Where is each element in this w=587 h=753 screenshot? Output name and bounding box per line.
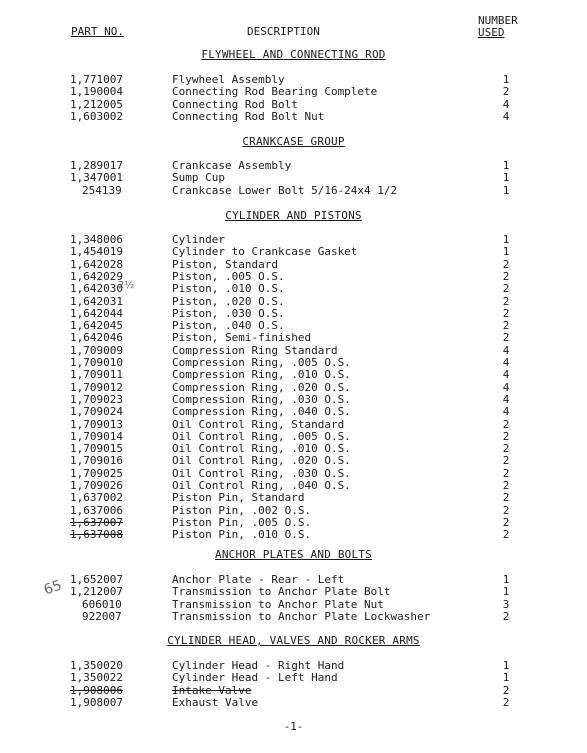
quantity-used: 2 [502, 454, 510, 468]
part-number: 1,709025 [70, 466, 123, 480]
part-row [0, 111, 587, 123]
quantity-used: 1 [502, 233, 510, 246]
part-number: 1,709026 [70, 479, 123, 492]
part-description: Piston, Standard [172, 257, 278, 271]
quantity-used: 1 [502, 183, 510, 197]
part-number: 1,908007 [70, 695, 123, 709]
quantity-used: 4 [502, 392, 510, 406]
part-description: Piston Pin, .005 O.S. [172, 515, 312, 529]
quantity-used: 2 [502, 479, 510, 492]
part-row [0, 611, 587, 623]
column-header-number-line2: USED [478, 26, 505, 39]
part-description: Connecting Rod Bolt [172, 97, 298, 111]
part-number: 1,642031 [70, 294, 123, 308]
part-row [0, 685, 587, 697]
section-title: CRANKCASE GROUP [242, 135, 345, 148]
part-number: 1,190004 [70, 85, 123, 99]
part-description: Crankcase Assembly [172, 159, 292, 172]
quantity-used: 4 [502, 109, 510, 123]
part-number: 606010 [82, 597, 122, 611]
part-description: Transmission to Anchor Plate Lockwasher [172, 609, 431, 623]
column-header-part-no: PART NO. [71, 25, 124, 38]
part-row [0, 431, 587, 443]
quantity-used: 2 [502, 429, 510, 443]
part-description: Compression Ring Standard [172, 343, 338, 357]
part-row [0, 345, 587, 357]
part-row [0, 574, 587, 586]
section-title: CYLINDER HEAD, VALVES AND ROCKER ARMS [167, 634, 420, 647]
quantity-used: 2 [502, 466, 510, 480]
part-description: Transmission to Anchor Plate Bolt [172, 585, 391, 599]
part-description: Compression Ring, .005 O.S. [172, 356, 351, 369]
page-number: -1- [283, 720, 304, 733]
part-description: Compression Ring, .020 O.S. [172, 380, 351, 394]
part-description: Oil Control Ring, Standard [172, 417, 345, 431]
part-number: 1,642045 [70, 319, 123, 333]
part-description: Intake Valve [172, 683, 252, 697]
quantity-used: 2 [502, 282, 510, 296]
part-number: 1,709015 [70, 442, 123, 456]
part-description: Piston, .005 O.S. [172, 269, 285, 283]
part-number: 1,454019 [70, 245, 123, 259]
quantity-used: 2 [502, 515, 510, 529]
part-description: Oil Control Ring, .010 O.S. [172, 442, 351, 456]
part-row [0, 369, 587, 381]
part-row [0, 185, 587, 197]
part-number: 1,709016 [70, 454, 123, 468]
pencil-mark: 65 [41, 577, 65, 599]
quantity-used: 1 [502, 159, 510, 172]
part-description: Oil Control Ring, .020 O.S. [172, 454, 351, 468]
part-description: Connecting Rod Bearing Complete [172, 85, 378, 99]
part-description: Cylinder Head - Left Hand [172, 671, 338, 685]
part-description: Piston, .040 O.S. [172, 319, 285, 333]
part-description: Cylinder Head - Right Hand [172, 659, 345, 672]
part-row [0, 480, 587, 492]
quantity-used: 2 [502, 306, 510, 320]
quantity-used: 1 [502, 585, 510, 599]
part-description: Piston, .010 O.S. [172, 282, 285, 296]
part-number: 1,771007 [70, 73, 123, 86]
part-row [0, 586, 587, 598]
part-number: 922007 [82, 609, 122, 623]
part-number: 1,347001 [70, 171, 123, 185]
pencil-mark: 2½ [118, 280, 135, 291]
part-description: Piston Pin, Standard [172, 491, 305, 505]
part-row [0, 283, 587, 295]
part-row [0, 357, 587, 369]
section-title: CYLINDER AND PISTONS [225, 209, 362, 222]
part-number: 1,603002 [70, 109, 123, 123]
part-number: 1,637008 [70, 528, 123, 542]
part-number: 1,709010 [70, 356, 123, 369]
part-row [0, 492, 587, 504]
part-description: Compression Ring, .010 O.S. [172, 368, 351, 382]
quantity-used: 1 [502, 245, 510, 259]
quantity-used: 2 [502, 331, 510, 345]
part-description: Piston, Semi-finished [172, 331, 312, 345]
part-description: Piston, .030 O.S. [172, 306, 285, 320]
quantity-used: 4 [502, 356, 510, 369]
quantity-used: 2 [502, 269, 510, 283]
part-number: 1,709011 [70, 368, 123, 382]
part-row [0, 443, 587, 455]
part-row [0, 172, 587, 184]
part-row [0, 697, 587, 709]
part-description: Flywheel Assembly [172, 73, 285, 86]
part-number: 1,289017 [70, 159, 123, 172]
part-row [0, 394, 587, 406]
quantity-used: 2 [502, 528, 510, 542]
part-number: 1,350020 [70, 659, 123, 672]
part-number: 1,642030 [70, 282, 123, 296]
quantity-used: 2 [502, 417, 510, 431]
part-row [0, 99, 587, 111]
part-row [0, 419, 587, 431]
quantity-used: 2 [502, 683, 510, 697]
part-description: Oil Control Ring, .005 O.S. [172, 429, 351, 443]
part-row [0, 86, 587, 98]
part-description: Oil Control Ring, .030 O.S. [172, 466, 351, 480]
part-description: Oil Control Ring, .040 O.S. [172, 479, 351, 492]
part-description: Cylinder [172, 233, 225, 246]
quantity-used: 4 [502, 380, 510, 394]
part-number: 1,642029 [70, 269, 123, 283]
part-number: 254139 [82, 183, 122, 197]
part-number: 1,212005 [70, 97, 123, 111]
quantity-used: 2 [502, 257, 510, 271]
part-number: 1,348006 [70, 233, 123, 246]
part-row [0, 660, 587, 672]
part-row [0, 234, 587, 246]
part-row [0, 455, 587, 467]
part-row [0, 308, 587, 320]
part-row [0, 382, 587, 394]
quantity-used: 4 [502, 97, 510, 111]
part-row [0, 529, 587, 541]
part-description: Anchor Plate - Rear - Left [172, 573, 345, 586]
part-number: 1,709013 [70, 417, 123, 431]
section-title: ANCHOR PLATES AND BOLTS [215, 548, 372, 561]
part-row [0, 259, 587, 271]
part-description: Piston Pin, .010 O.S. [172, 528, 312, 542]
part-row [0, 406, 587, 418]
column-header-number-line1: NUMBER [478, 14, 518, 27]
part-row [0, 271, 587, 283]
part-description: Compression Ring, .040 O.S. [172, 405, 351, 419]
part-row [0, 246, 587, 258]
part-number: 1,652007 [70, 573, 123, 586]
part-row [0, 517, 587, 529]
part-row [0, 296, 587, 308]
part-row [0, 672, 587, 684]
part-row [0, 505, 587, 517]
quantity-used: 2 [502, 85, 510, 99]
quantity-used: 1 [502, 73, 510, 86]
part-description: Cylinder to Crankcase Gasket [172, 245, 358, 259]
part-row [0, 74, 587, 86]
part-description: Connecting Rod Bolt Nut [172, 109, 325, 123]
part-description: Piston, .020 O.S. [172, 294, 285, 308]
part-number: 1,637002 [70, 491, 123, 505]
quantity-used: 2 [502, 491, 510, 505]
column-header-number-used [478, 15, 538, 39]
quantity-used: 2 [502, 695, 510, 709]
part-number: 1,212007 [70, 585, 123, 599]
quantity-used: 3 [502, 597, 510, 611]
quantity-used: 1 [502, 171, 510, 185]
quantity-used: 2 [502, 319, 510, 333]
quantity-used: 4 [502, 405, 510, 419]
quantity-used: 1 [502, 671, 510, 685]
part-number: 1,642028 [70, 257, 123, 271]
part-row [0, 320, 587, 332]
section-title: FLYWHEEL AND CONNECTING ROD [201, 48, 386, 61]
part-description: Piston Pin, .002 O.S. [172, 503, 312, 517]
column-header-description: DESCRIPTION [247, 25, 320, 38]
quantity-used: 4 [502, 368, 510, 382]
part-number: 1,637006 [70, 503, 123, 517]
part-row [0, 468, 587, 480]
part-number: 1,709009 [70, 343, 123, 357]
part-number: 1,642046 [70, 331, 123, 345]
part-description: Compression Ring, .030 O.S. [172, 392, 351, 406]
quantity-used: 1 [502, 573, 510, 586]
quantity-used: 4 [502, 343, 510, 357]
part-row [0, 332, 587, 344]
part-number: 1,709014 [70, 429, 123, 443]
quantity-used: 2 [502, 294, 510, 308]
part-description: Sump Cup [172, 171, 225, 185]
quantity-used: 2 [502, 609, 510, 623]
part-row [0, 160, 587, 172]
part-number: 1,709023 [70, 392, 123, 406]
quantity-used: 2 [502, 442, 510, 456]
quantity-used: 1 [502, 659, 510, 672]
quantity-used: 2 [502, 503, 510, 517]
part-number: 1,709012 [70, 380, 123, 394]
part-number: 1,350022 [70, 671, 123, 685]
part-number: 1,637007 [70, 515, 123, 529]
part-row [0, 599, 587, 611]
part-description: Transmission to Anchor Plate Nut [172, 597, 384, 611]
part-number: 1,908006 [70, 683, 123, 697]
part-description: Crankcase Lower Bolt 5/16-24x4 1/2 [172, 183, 398, 197]
part-number: 1,709024 [70, 405, 123, 419]
part-description: Exhaust Valve [172, 695, 259, 709]
part-number: 1,642044 [70, 306, 123, 320]
